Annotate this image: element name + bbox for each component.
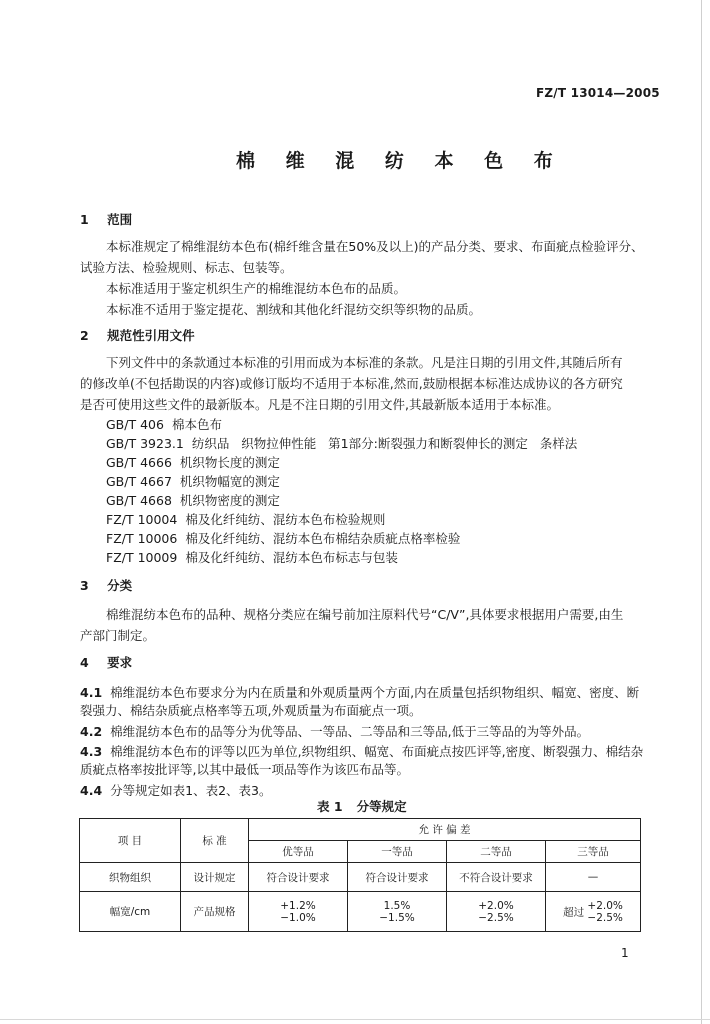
table-cell: 符合设计要求 <box>348 863 447 892</box>
table-caption: 表 1 分等规定 <box>317 799 407 814</box>
table-cell: 幅宽/cm <box>80 892 181 932</box>
clause-4-3: 4.3 棉维混纺本色布的评等以匹为单位,织物组织、幅宽、布面疵点按匹评等,密度、断裂强力、棉结杂 <box>80 744 644 759</box>
reference-item: GB/T 406 棉本色布 <box>106 417 222 432</box>
section-title: 分类 <box>107 578 133 593</box>
table-header-item: 项 目 <box>80 819 181 863</box>
table-row <box>80 863 641 892</box>
paragraph: 棉维混纺本色布的品种、规格分类应在编号前加注原料代号“C/V”,具体要求根据用户需要,由生 <box>106 607 624 622</box>
table-cell: 织物组织 <box>80 863 181 892</box>
section-number: 1 <box>80 212 89 227</box>
page-number: 1 <box>621 946 629 960</box>
clause-4-1: 4.1 棉维混纺本色布要求分为内在质量和外观质量两个方面,内在质量包括织物组织、幅宽、密度、断 <box>80 685 640 700</box>
paragraph: 本标准不适用于鉴定提花、割绒和其他化纤混纺交织等织物的品质。 <box>106 302 482 317</box>
paragraph: 下列文件中的条款通过本标准的引用而成为本标准的条款。凡是注日期的引用文件,其随后所有 <box>106 355 623 370</box>
table-header-standard: 标 准 <box>181 819 249 863</box>
table-cell: 不符合设计要求 <box>447 863 546 892</box>
reference-item: FZ/T 10009 棉及化纤纯纺、混纺本色布标志与包装 <box>106 550 398 565</box>
reference-item: GB/T 3923.1 纺织品 织物拉伸性能 第1部分:断裂强力和断裂伸长的测定 条样法 <box>106 436 578 451</box>
paragraph: 裂强力、棉结杂质疵点格率等五项,外观质量为布面疵点一项。 <box>80 703 422 718</box>
table-header-grade: 三等品 <box>546 841 641 863</box>
clause-4-4: 4.4 分等规定如表1、表2、表3。 <box>80 783 272 798</box>
table-header-grade: 优等品 <box>249 841 348 863</box>
standard-number: FZ/T 13014—2005 <box>536 86 660 100</box>
table-row <box>80 892 641 932</box>
section-2-heading <box>80 326 195 344</box>
section-number: 3 <box>80 578 89 593</box>
section-4-heading <box>80 653 132 671</box>
section-number: 2 <box>80 328 89 343</box>
paragraph: 质疵点格率按批评等,以其中最低一项品等作为该匹布品等。 <box>80 762 409 777</box>
section-3-heading <box>80 576 132 594</box>
table-cell: 符合设计要求 <box>249 863 348 892</box>
scan-bottom-edge <box>0 1019 710 1020</box>
section-title: 要求 <box>107 655 133 670</box>
table-cell: 超过 +2.0% −2.5% <box>546 892 641 932</box>
reference-item: FZ/T 10004 棉及化纤纯纺、混纺本色布检验规则 <box>106 512 386 527</box>
reference-item: FZ/T 10006 棉及化纤纯纺、混纺本色布棉结杂质疵点格率检验 <box>106 531 461 546</box>
section-number: 4 <box>80 655 89 670</box>
scan-edge <box>701 0 702 1024</box>
table-header-grade: 二等品 <box>447 841 546 863</box>
table-cell: 设计规定 <box>181 863 249 892</box>
table-cell: — <box>546 863 641 892</box>
document-title: 棉 维 混 纺 本 色 布 <box>236 150 565 172</box>
reference-item: GB/T 4668 机织物密度的测定 <box>106 493 280 508</box>
paragraph: 试验方法、检验规则、标志、包装等。 <box>80 260 293 275</box>
section-title: 规范性引用文件 <box>107 328 195 343</box>
table-cell: +1.2% −1.0% <box>249 892 348 932</box>
section-1-heading <box>80 210 132 228</box>
reference-item: GB/T 4666 机织物长度的测定 <box>106 455 280 470</box>
reference-item: GB/T 4667 机织物幅宽的测定 <box>106 474 280 489</box>
paragraph: 的修改单(不包括勘误的内容)或修订版均不适用于本标准,然而,鼓励根据本标准达成协议的各方研究 <box>80 376 623 391</box>
paragraph: 本标准适用于鉴定机织生产的棉维混纺本色布的品质。 <box>106 281 407 296</box>
paragraph: 本标准规定了棉维混纺本色布(棉纤维含量在50%及以上)的产品分类、要求、布面疵点检验评分、 <box>106 239 644 254</box>
table-header-tolerance: 允 许 偏 差 <box>249 819 641 841</box>
table-header-grade: 一等品 <box>348 841 447 863</box>
section-title: 范围 <box>107 212 133 227</box>
table-cell: 1.5% −1.5% <box>348 892 447 932</box>
grading-table <box>79 818 641 932</box>
clause-4-2: 4.2 棉维混纺本色布的品等分为优等品、一等品、二等品和三等品,低于三等品的为等外品。 <box>80 724 590 739</box>
table-cell: 产品规格 <box>181 892 249 932</box>
table-cell: +2.0% −2.5% <box>447 892 546 932</box>
paragraph: 是否可使用这些文件的最新版本。凡是不注日期的引用文件,其最新版本适用于本标准。 <box>80 397 559 412</box>
paragraph: 产部门制定。 <box>80 628 156 643</box>
